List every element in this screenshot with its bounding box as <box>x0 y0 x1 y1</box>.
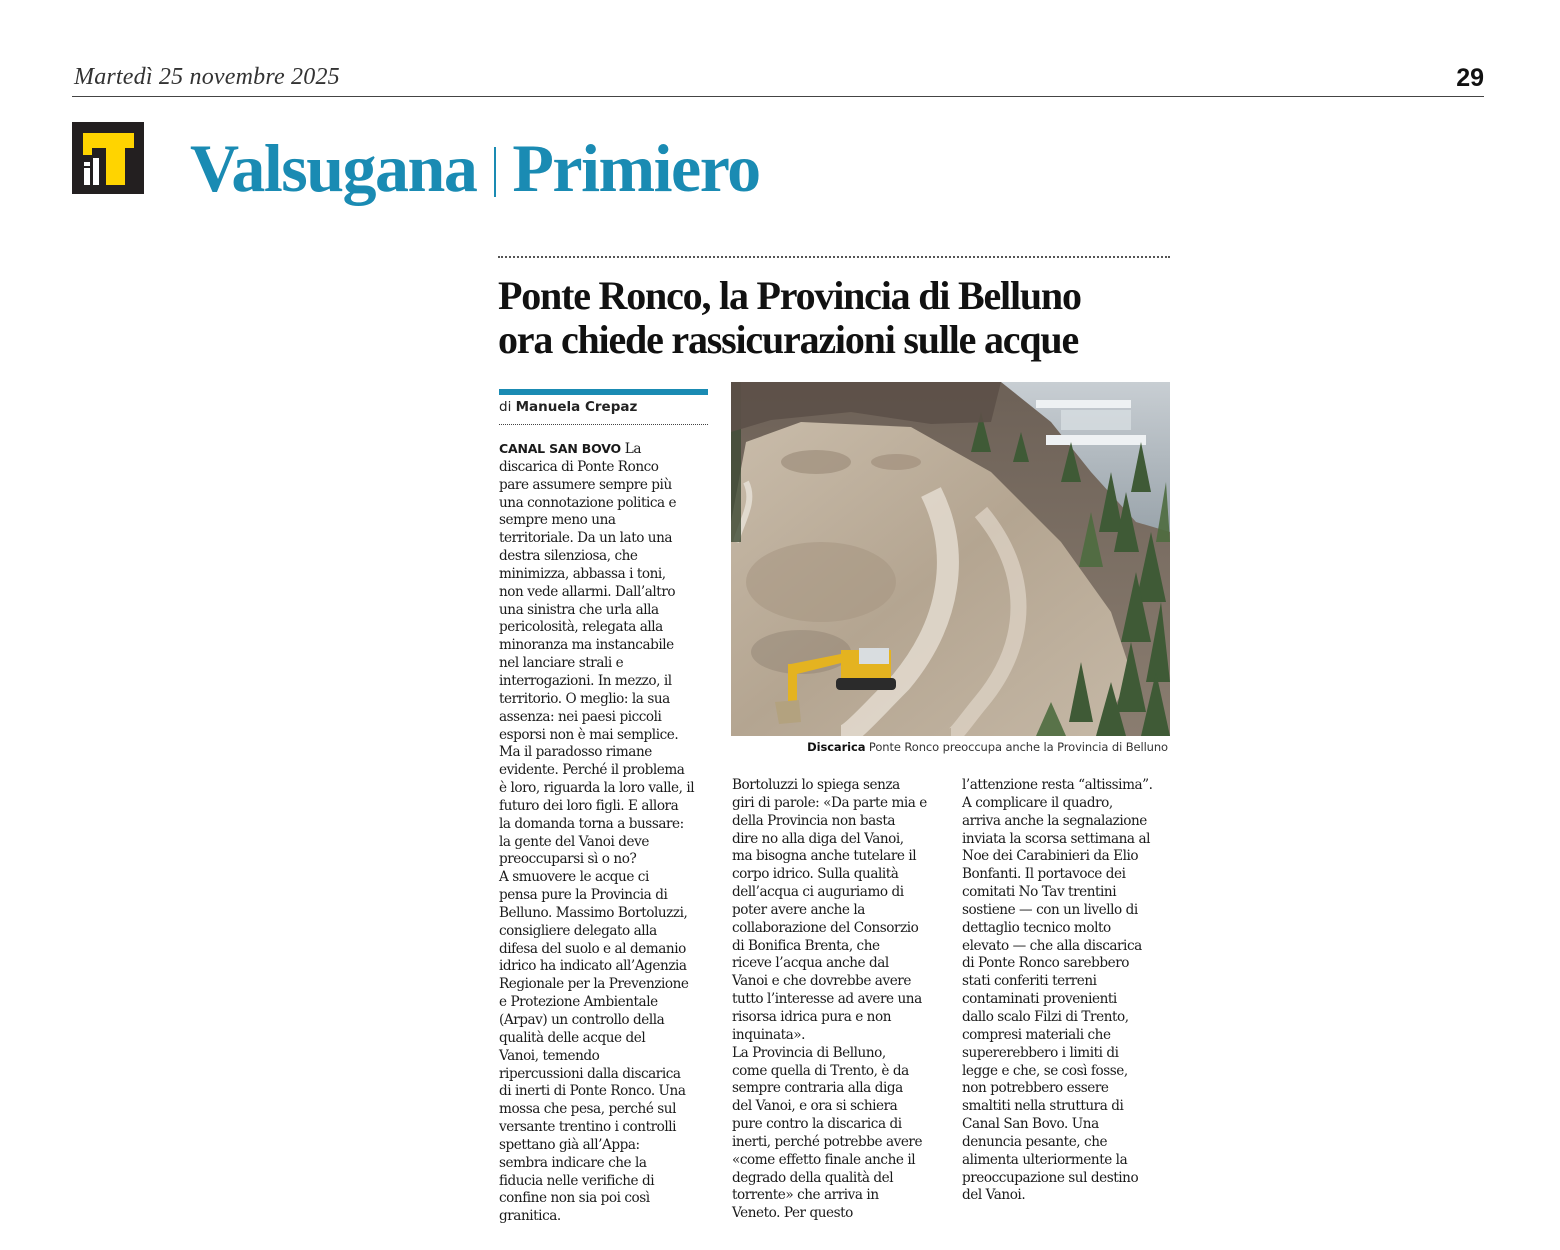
header-divider <box>72 96 1484 97</box>
article-line: spettano già all’Appa: <box>499 1136 640 1153</box>
article-line: ma bisogna anche tutelare il <box>732 848 917 865</box>
article-line: dire no alla diga del Vanoi, <box>732 830 904 847</box>
article-line: inerti, perché potrebbe avere <box>732 1133 923 1150</box>
article-line: idrico ha indicato all’Agenzia <box>499 958 687 975</box>
article-line: una connotazione politica e <box>499 494 677 511</box>
article-line: non potrebbero essere <box>962 1080 1109 1097</box>
landfill-photo-icon <box>731 382 1170 736</box>
article-line: la domanda torna a bussare: <box>499 815 684 832</box>
article-line: consigliere delegato alla <box>499 922 657 939</box>
article-line: assenza: nei paesi piccoli <box>499 708 662 725</box>
article-photo <box>731 382 1170 736</box>
article-line: discarica di Ponte Ronco <box>499 458 659 475</box>
article-line: compresi materiali che <box>962 1026 1111 1043</box>
article-line: La Provincia di Belluno, <box>732 1044 886 1061</box>
article-line: qualità delle acque del <box>499 1029 646 1046</box>
article-line: A complicare il quadro, <box>962 794 1113 811</box>
article-line: stati conferiti terreni <box>962 973 1097 990</box>
article-line: come quella di Trento, è da <box>732 1062 909 1079</box>
section-title-valsugana: Valsugana <box>190 130 477 206</box>
article-line: futuro dei loro figli. E allora <box>499 797 679 814</box>
caption-label: Discarica <box>807 740 866 754</box>
article-line: destra silenziosa, che <box>499 548 638 565</box>
article-line: dallo scalo Filzi di Trento, <box>962 1008 1129 1025</box>
article-line: ripercussioni dalla discarica <box>499 1065 681 1082</box>
article-line: versante trentino i controlli <box>499 1119 677 1136</box>
article-line: confine non sia poi così <box>499 1190 650 1207</box>
article-line: sembra indicare che la <box>499 1154 647 1171</box>
article-line: granitica. <box>499 1208 561 1225</box>
article-line: Veneto. Per questo <box>732 1205 853 1222</box>
newspaper-logo-icon <box>72 122 144 194</box>
caption-text: Ponte Ronco preoccupa anche la Provincia di Belluno <box>868 740 1168 754</box>
article-line: e Protezione Ambientale <box>499 994 658 1011</box>
article-line: contaminati provenienti <box>962 991 1117 1008</box>
section-separator <box>494 147 496 197</box>
article-line: interrogazioni. In mezzo, il <box>499 672 672 689</box>
article-line: di Ponte Ronco sarebbero <box>962 955 1129 972</box>
article-line: Canal San Bovo. Una <box>962 1116 1099 1133</box>
article-line: Vanoi, temendo <box>499 1047 600 1064</box>
article-line: tutto l’interesse ad avere una <box>732 991 922 1008</box>
article-line: sostiene — con un livello di <box>962 901 1138 918</box>
article-line: inquinata». <box>732 1026 806 1043</box>
section-title <box>190 128 760 208</box>
byline-accent-bar <box>499 389 708 395</box>
article-line: risorsa idrica pura e non <box>732 1008 892 1025</box>
article-column-1 <box>499 440 714 1226</box>
article-line: la gente del Vanoi deve <box>499 833 649 850</box>
article-line: non vede allarmi. Dall’altro <box>499 583 676 600</box>
article-line: fiducia nelle verifiche di <box>499 1172 655 1189</box>
article-headline <box>498 274 1178 362</box>
article-line: poter avere anche la <box>732 901 865 918</box>
article-line: territorio. O meglio: la sua <box>499 690 670 707</box>
article-line: l’attenzione resta “altissima”. <box>962 777 1153 793</box>
article-line: giri di parole: «Da parte mia e <box>732 794 927 811</box>
byline-prefix: di <box>499 399 512 415</box>
article-line: torrente» che arriva in <box>732 1187 879 1204</box>
article-line: smaltiti nella struttura di <box>962 1098 1124 1115</box>
article-line: Ma il paradosso rimane <box>499 744 652 761</box>
headline-line-2: ora chiede rassicurazioni sulle acque <box>498 317 1078 362</box>
article-line: della Provincia non basta <box>732 812 895 829</box>
article-line: pure contro la discarica di <box>732 1116 902 1133</box>
article-line: A smuovere le acque ci <box>499 869 649 886</box>
article-line: Vanoi e che dovrebbe avere <box>732 973 911 990</box>
article-line: corpo idrico. Sulla qualità <box>732 866 899 883</box>
article-line: inviata la scorsa settimana al <box>962 830 1150 847</box>
article-line: difesa del suolo e al demanio <box>499 940 686 957</box>
article-line: Noe dei Carabinieri da Elio <box>962 848 1139 865</box>
article-column-2 <box>732 777 947 1223</box>
article-line: Bortoluzzi lo spiega senza <box>732 777 900 793</box>
headline-line-1: Ponte Ronco, la Provincia di Belluno <box>498 273 1081 318</box>
article-line: degrado della qualità del <box>732 1169 894 1186</box>
article-line: alimenta ulteriormente la <box>962 1151 1128 1168</box>
issue-date: Martedì 25 novembre 2025 <box>74 64 340 90</box>
article-line: del Vanoi. <box>962 1187 1026 1204</box>
article-line: dell’acqua ci auguriamo di <box>732 884 904 901</box>
article-line: «come effetto finale anche il <box>732 1151 916 1168</box>
article-line: sempre meno una <box>499 512 616 529</box>
article-line: una sinistra che urla alla <box>499 601 659 618</box>
article-line: dettaglio tecnico molto <box>962 919 1111 936</box>
article-line: nel lanciare strali e <box>499 655 624 672</box>
article-line: minoranza ma instancabile <box>499 637 674 654</box>
article-line: La <box>620 441 641 457</box>
article-line: supererebbero i limiti di <box>962 1044 1119 1061</box>
article-column-3 <box>962 777 1177 1205</box>
article-line: esporsi non è mai semplice. <box>499 726 679 743</box>
article-top-divider <box>498 256 1170 258</box>
article-line: pericolosità, relegata alla <box>499 619 663 636</box>
article-line: minimizza, abbassa i toni, <box>499 565 666 582</box>
article-line: territoriale. Da un lato una <box>499 530 673 547</box>
article-line: pare assumere sempre più <box>499 476 672 493</box>
article-line: pensa pure la Provincia di <box>499 887 668 904</box>
section-title-primiero: Primiero <box>512 130 760 206</box>
article-dateline: CANAL SAN BOVO <box>499 441 621 456</box>
article-line: denuncia pesante, che <box>962 1133 1108 1150</box>
article-line: Regionale per la Prevenzione <box>499 976 689 993</box>
article-line: di Bonifica Brenta, che <box>732 937 880 954</box>
byline-divider <box>499 424 708 425</box>
article-line: legge e che, se così fosse, <box>962 1062 1128 1079</box>
article-line: mossa che pesa, perché sul <box>499 1101 677 1118</box>
article-line: preoccupazione sul destino <box>962 1169 1139 1186</box>
article-line: riceve l’acqua anche dal <box>732 955 889 972</box>
author-name: Manuela Crepaz <box>515 399 638 415</box>
article-line: (Arpav) un controllo della <box>499 1012 665 1028</box>
article-line: elevato — che alla discarica <box>962 937 1142 954</box>
page-number: 29 <box>1456 64 1484 92</box>
photo-caption <box>807 740 1168 754</box>
byline <box>499 399 637 415</box>
article-line: è loro, riguarda la loro valle, il <box>499 780 695 797</box>
article-line: di inerti di Ponte Ronco. Una <box>499 1083 686 1100</box>
article-line: evidente. Perché il problema <box>499 762 685 779</box>
article-line: Belluno. Massimo Bortoluzzi, <box>499 904 688 921</box>
article-line: arriva anche la segnalazione <box>962 812 1147 829</box>
article-line: del Vanoi, e ora si schiera <box>732 1098 898 1115</box>
article-line: Bonfanti. Il portavoce dei <box>962 866 1126 883</box>
article-line: preoccuparsi sì o no? <box>499 851 637 868</box>
article-line: sempre contraria alla diga <box>732 1080 903 1097</box>
article-line: collaborazione del Consorzio <box>732 919 919 936</box>
article-line: comitati No Tav trentini <box>962 884 1117 901</box>
